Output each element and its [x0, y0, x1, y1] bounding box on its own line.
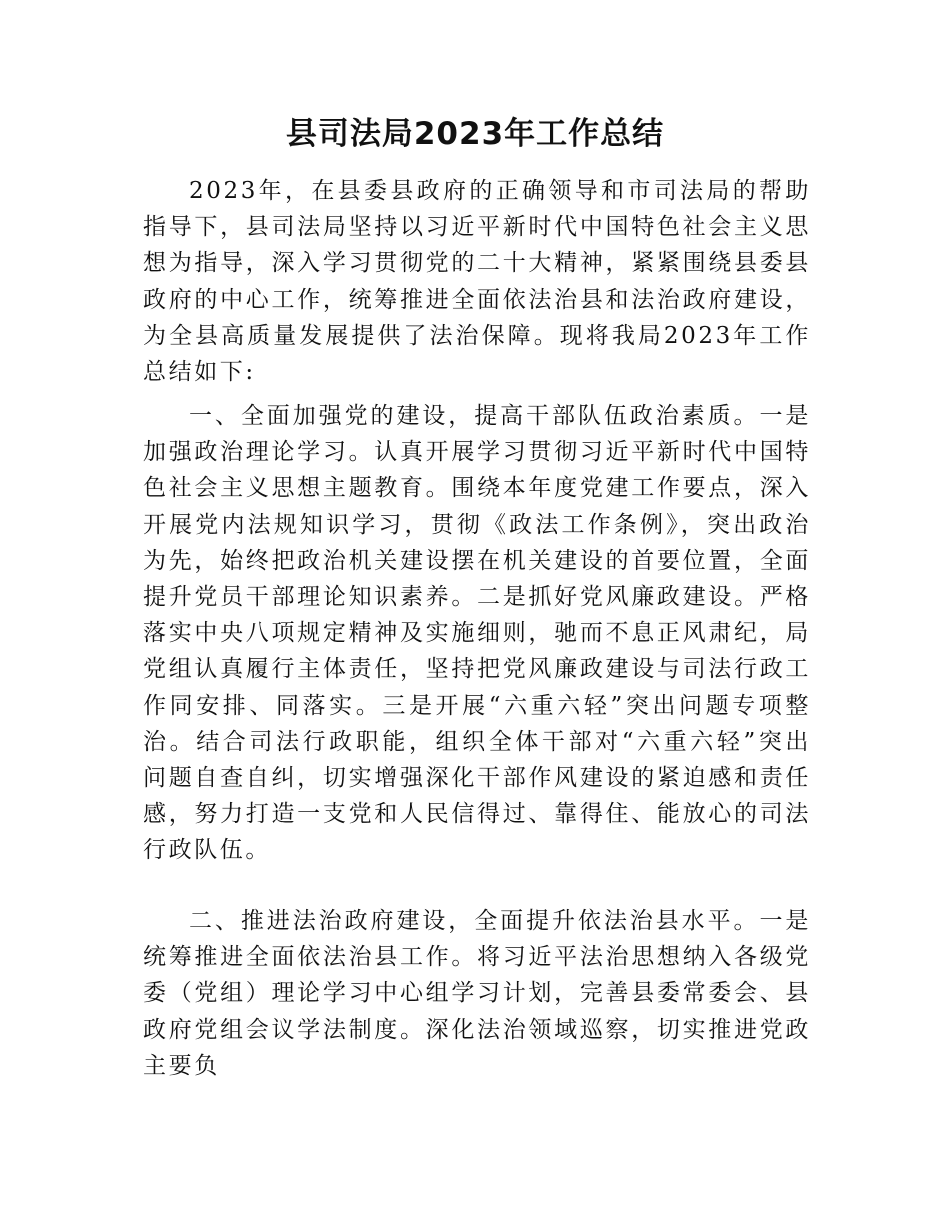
paragraph-rule-of-law-government: 二、推进法治政府建设，全面提升依法治县水平。一是统筹推进全面依法治县工作。将习近平法治思想纳入各级党委（党组）理论学习中心组学习计划，完善县委常委会、县政府党组会议学法制度。深化法治领域巡察，切实推进党政主要负	[143, 908, 811, 1079]
paragraph-party-building: 一、全面加强党的建设，提高干部队伍政治素质。一是加强政治理论学习。认真开展学习贯彻习近平新时代中国特色社会主义思想主题教育。围绕本年度党建工作要点，深入开展党内法规知识学习，贯彻《政法工作条例》，突出政治为先，始终把政治机关建设摆在机关建设的首要位置，全面提升党员干部理论知识素养。二是抓好党风廉政建设。严格落实中央八项规定精神及实施细则，驰而不息正风肃纪，局党组认真履行主体责任，坚持把党风廉政建设与司法行政工作同安排、同落实。三是开展“六重六轻”突出问题专项整治。结合司法行政职能，组织全体干部对“六重六轻”突出问题自查自纠，切实增强深化干部作风建设的紧迫感和责任感，努力打造一支党和人民信得过、靠得住、能放心的司法行政队伍。	[143, 403, 811, 864]
document-title: 县司法局2023年工作总结	[285, 116, 665, 152]
paragraph-intro: 2023年，在县委县政府的正确领导和市司法局的帮助指导下，县司法局坚持以习近平新时代中国特色社会主义思想为指导，深入学习贯彻党的二十大精神，紧紧围绕县委县政府的中心工作，统筹推进全面依法治县和法治政府建设，为全县高质量发展提供了法治保障。现将我局2023年工作总结如下:	[143, 178, 811, 386]
